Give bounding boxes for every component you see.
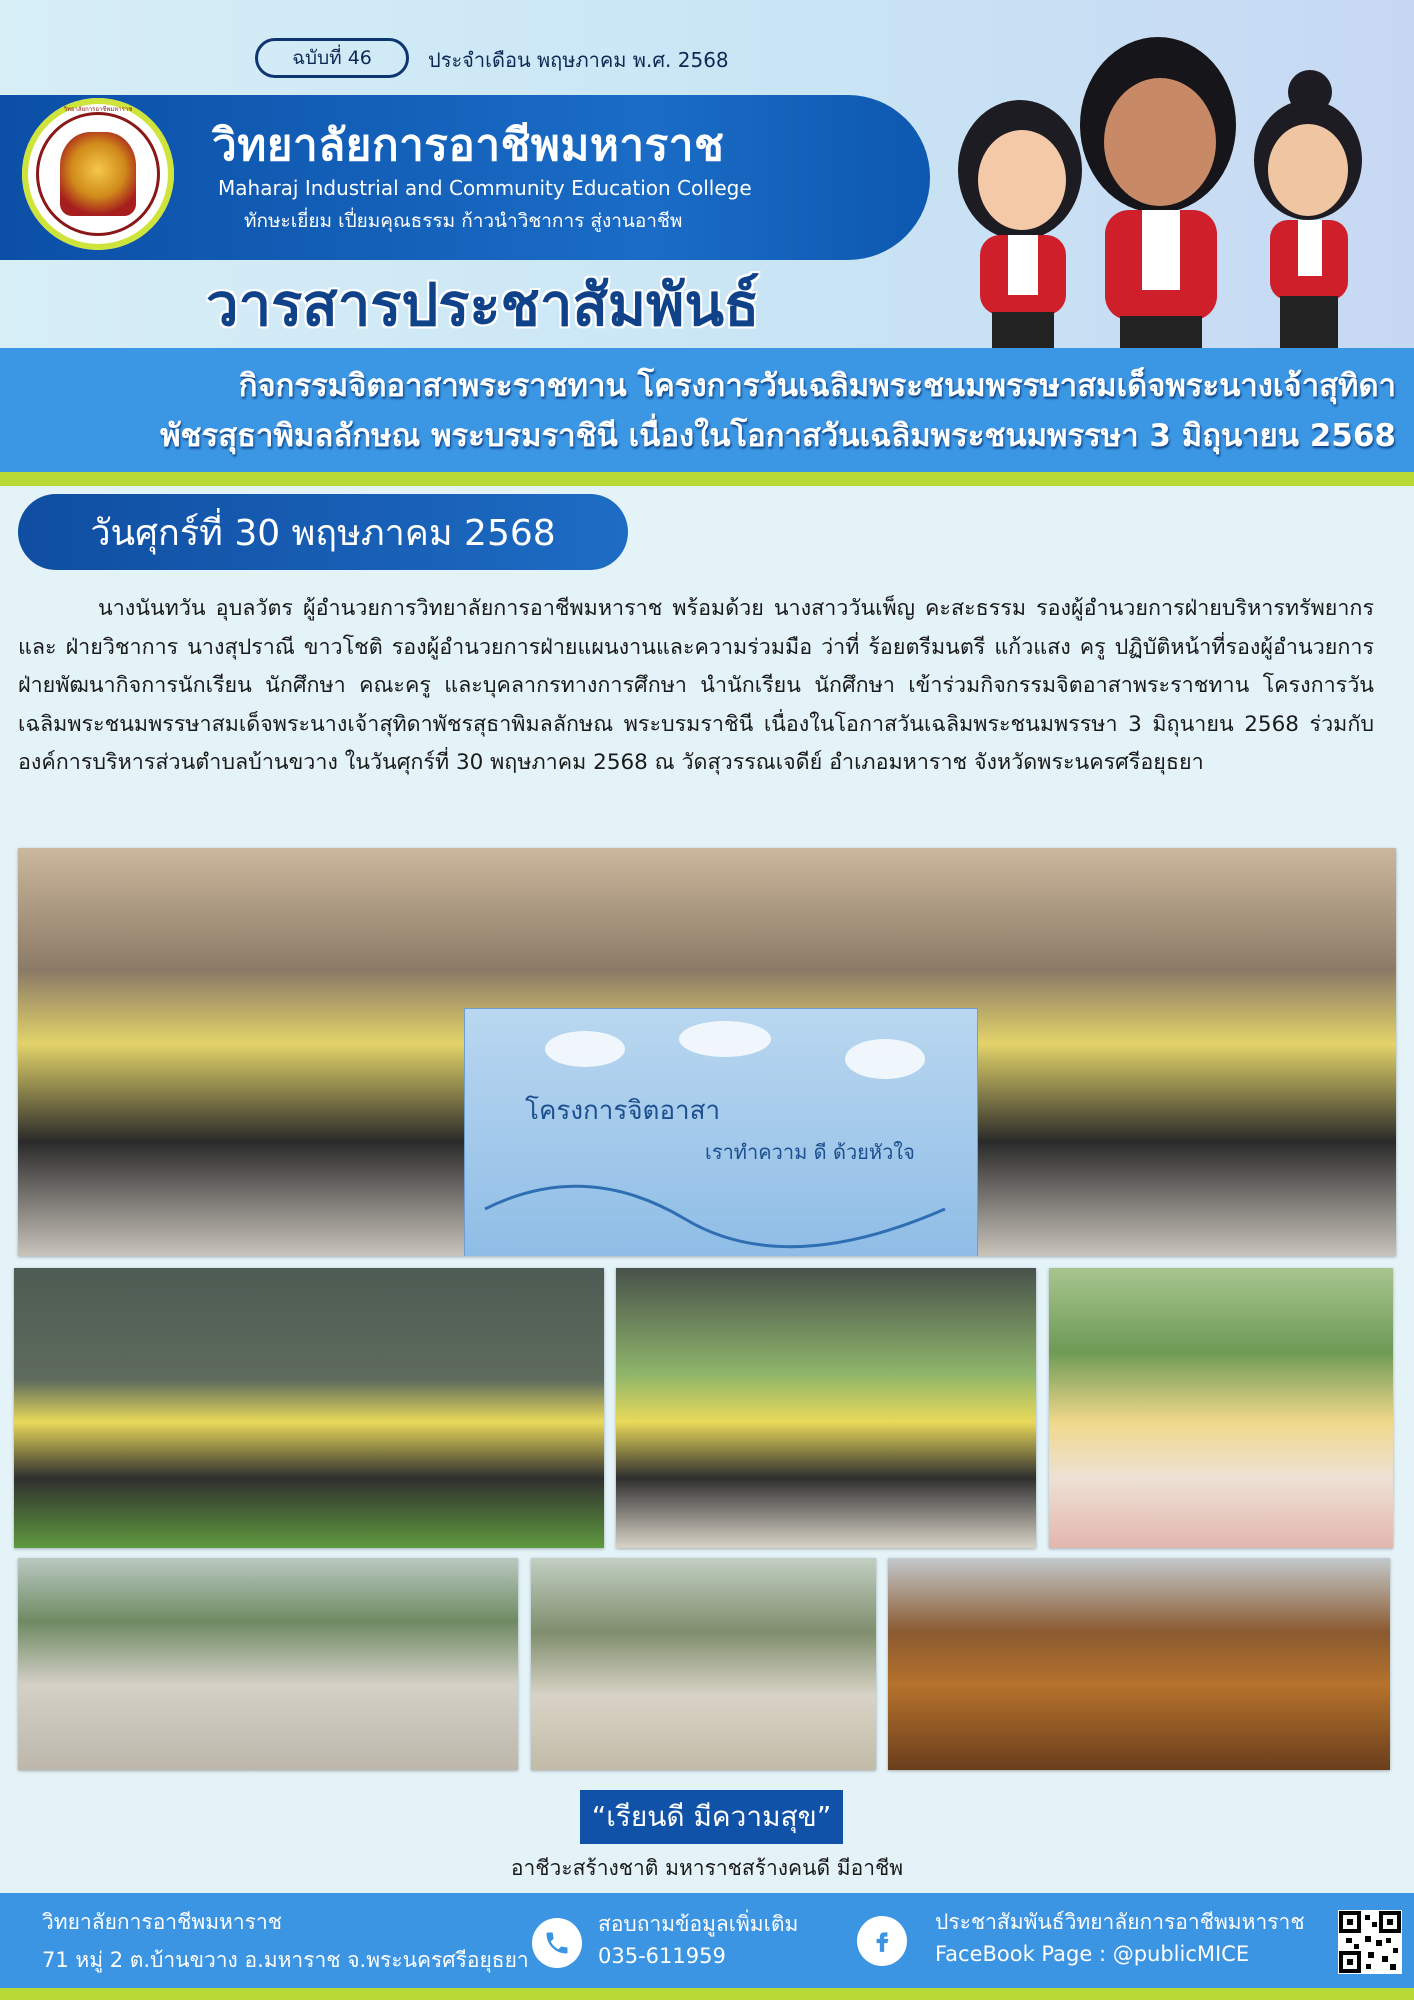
accent-strip: [0, 472, 1414, 486]
activity-photo-fan-cleaning: [888, 1558, 1390, 1770]
mascot-left: [958, 100, 1082, 348]
project-banner: [464, 1008, 978, 1256]
event-date: วันศุกร์ที่ 30 พฤษภาคม 2568: [18, 494, 628, 570]
banner-title-text: โครงการจิตอาสา: [525, 1096, 721, 1126]
mascot-center: [1080, 37, 1236, 348]
footer-accent-strip: [0, 1988, 1414, 2000]
logo-lettering: วิทยาลัยการอาชีพมหาราช: [63, 106, 133, 113]
footer-contact-label: สอบถามข้อมูลเพิ่มเติม: [598, 1912, 799, 1936]
issue-month: ประจำเดือน พฤษภาคม พ.ศ. 2568: [428, 48, 729, 72]
headline-line-1: กิจกรรมจิตอาสาพระราชทาน โครงการวันเฉลิมพระชนมพรรษาสมเด็จพระนางเจ้าสุทิดา: [238, 368, 1396, 404]
journal-title: วารสารประชาสัมพันธ์: [206, 271, 760, 339]
slogan-quote: “เรียนดี มีความสุข”: [580, 1790, 843, 1844]
article-body: นางนันทวัน อุบลวัตร ผู้อำนวยการวิทยาลัยการอาชีพมหาราช พร้อมด้วย นางสาววันเพ็ญ คะสะธรรม รองผู้อำนวยการฝ่ายบริหารทรัพยากร และ ฝ่ายวิชาการ นางสุปราณี ขาวโชติ รองผู้อำนวยการฝ่ายแผนงานและความร่วมมือ ว่าที่ ร้อยตรีมนตรี แก้วแสง ครู ปฏิบัติหน้าที่รองผู้อำนวยการฝ่ายพัฒนากิจการนักเรียน นักศึกษา คณะครู และบุคลากรทางการศึกษา นำนักเรียน นักศึกษา เข้าร่วมกิจกรรมจิตอาสาพระราชทาน โครงการวันเฉลิมพระชนมพรรษาสมเด็จพระนางเจ้าสุทิดาพัชรสุธาพิมลลักษณ พระบรมราชินี เนื่องในโอกาสวันเฉลิมพระชนมพรรษา 3 มิถุนายน 2568 ร่วมกับองค์การบริหารส่วนตำบลบ้านขวาง ในวันศุกร์ที่ 30 พฤษภาคม 2568 ณ วัดสุวรรณเจดีย์ อำเภอมหาราช จังหวัดพระนครศรีอยุธยา: [18, 596, 1374, 775]
qr-code: [1338, 1910, 1402, 1974]
banner-slogan-text: เราทำความ ดี ด้วยหัวใจ: [705, 1140, 915, 1164]
footer-pr-label: ประชาสัมพันธ์วิทยาลัยการอาชีพมหาราช: [935, 1910, 1305, 1934]
logo-emblem: [60, 132, 136, 216]
activity-photo-temple-cleaning: [1049, 1268, 1393, 1548]
college-logo: [22, 98, 174, 250]
mascot-characters: [940, 30, 1380, 348]
facebook-icon: [857, 1916, 907, 1966]
footer-college: วิทยาลัยการอาชีพมหาราช: [42, 1910, 282, 1934]
activity-photo-brooms: [616, 1268, 1036, 1548]
headline-line-2: พัชรสุธาพิมลลักษณ พระบรมราชินี เนื่องในโอกาสวันเฉลิมพระชนมพรรษา 3 มิถุนายน 2568: [160, 418, 1396, 454]
footer-address: 71 หมู่ 2 ต.บ้านขวาง อ.มหาราช จ.พระนครศรีอยุธยา: [42, 1948, 529, 1972]
footer-phone: 035-611959: [598, 1944, 726, 1968]
slogan-subtitle: อาชีวะสร้างชาติ มหาราชสร้างคนดี มีอาชีพ: [510, 1856, 904, 1880]
activity-photo-sweeping-road: [531, 1558, 876, 1770]
banner-drawing: [465, 1009, 977, 1256]
phone-icon: [532, 1918, 582, 1968]
college-motto: ทักษะเยี่ยม เปี่ยมคุณธรรม ก้าวนำวิชาการ สู่งานอาชีพ: [244, 210, 683, 232]
activity-photo-sweeping-yard: [18, 1558, 518, 1770]
group-photo: [18, 848, 1396, 1256]
footer-facebook: FaceBook Page : @publicMICE: [935, 1942, 1250, 1966]
mascot-right: [1254, 70, 1362, 348]
college-name-thai: วิทยาลัยการอาชีพมหาราช: [212, 120, 725, 171]
college-name-english: Maharaj Industrial and Community Education College: [218, 176, 752, 200]
issue-number: ฉบับที่ 46: [255, 38, 409, 78]
activity-photo-cheer: [14, 1268, 604, 1548]
